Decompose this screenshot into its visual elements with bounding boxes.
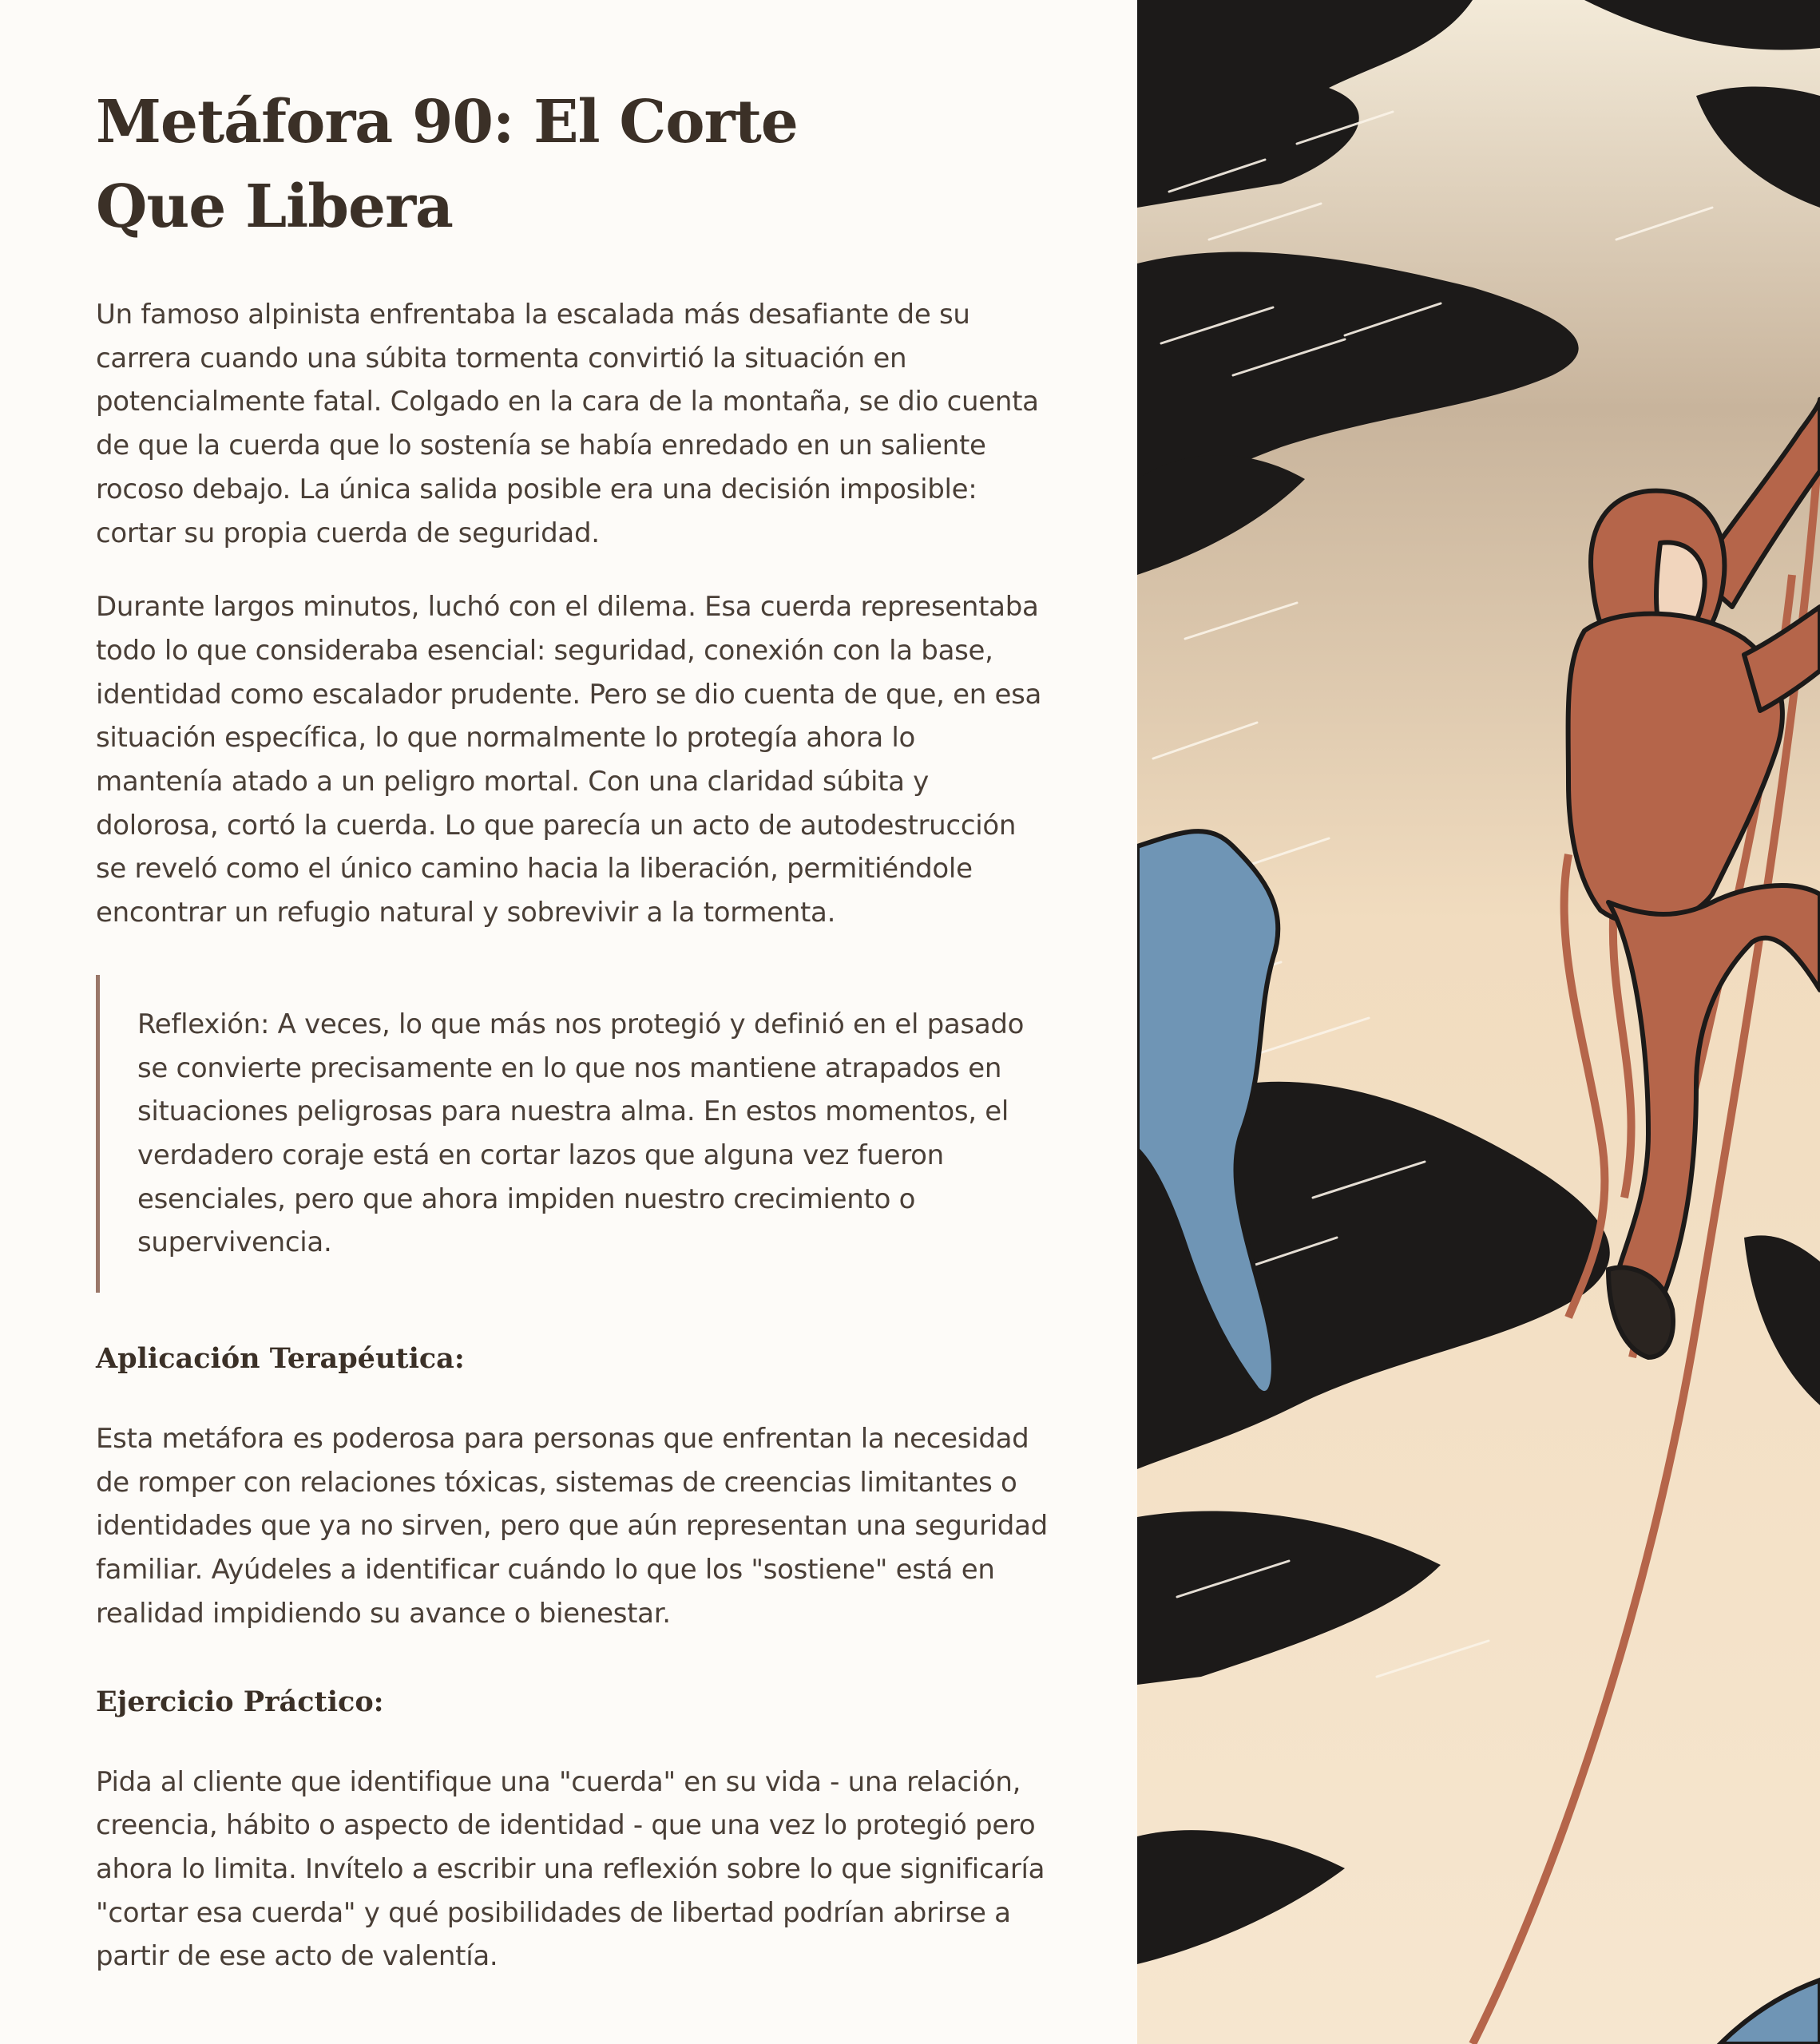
therapeutic-text: Esta metáfora es poderosa para personas que enfrentan la necesidad de romper con relaciones tóxicas, sistemas de creencias limitantes o identidades que ya no sirven, pero que aún representan una seguridad familiar. Ayúdeles a identificar cuándo lo que los "sostiene" está en realidad impidiendo su avance o bienestar. [96, 1423, 1048, 1630]
therapeutic-heading: Aplicación Terapéutica: [96, 1342, 465, 1376]
climber-illustration [1137, 0, 1820, 2044]
reflection-quote [96, 975, 1049, 1293]
exercise-text: Pida al cliente que identifique una "cuerda" en su vida - una relación, creencia, hábito o aspecto de identidad - que una vez lo protegió pero ahora lo limita. Invítelo a escribir una reflexión sobre lo que significaría "cortar esa cuerda" y qué posibilidades de libertad podrían abrirse a partir de ese acto de valentía. [96, 1765, 1045, 1973]
story-paragraph-1: Un famoso alpinista enfrentaba la escalada más desafiante de su carrera cuando una súbita tormenta convirtió la situación en potencialmente fatal. Colgado en la cara de la montaña, se dio cuenta de que la cuerda que lo sostenía se había enredado en un saliente rocoso debajo. La única salida posible era una decisión imposible: cortar su propia cuerda de seguridad. [96, 299, 1039, 549]
climber-illustration-svg [1137, 0, 1820, 2044]
story-paragraph-2: Durante largos minutos, luchó con el dilema. Esa cuerda representaba todo lo que consideraba esencial: seguridad, conexión con la base, identidad como escalador prudente. Pero se dio cuenta de que, en esa situación específica, lo que normalmente lo protegía ahora lo mantenía atado a un peligro mortal. Con una claridad súbita y dolorosa, cortó la cuerda. Lo que parecía un acto de autodestrucción se reveló como el único camino hacia la liberación, permitiéndole encontrar un refugio natural y sobrevivir a la tormenta. [96, 591, 1042, 929]
page-title: Metáfora 90: El Corte Que Libera [96, 88, 798, 241]
reflection-text: Reflexión: A veces, lo que más nos protegió y definió en el pasado se convierte precisamente en lo que nos mantiene atrapados en situaciones peligrosas para nuestra alma. En estos momentos, el verdadero coraje está en cortar lazos que alguna vez fueron esenciales, pero que ahora impiden nuestro crecimiento o supervivencia. [137, 1008, 1025, 1259]
exercise-heading: Ejercicio Práctico: [96, 1685, 384, 1718]
